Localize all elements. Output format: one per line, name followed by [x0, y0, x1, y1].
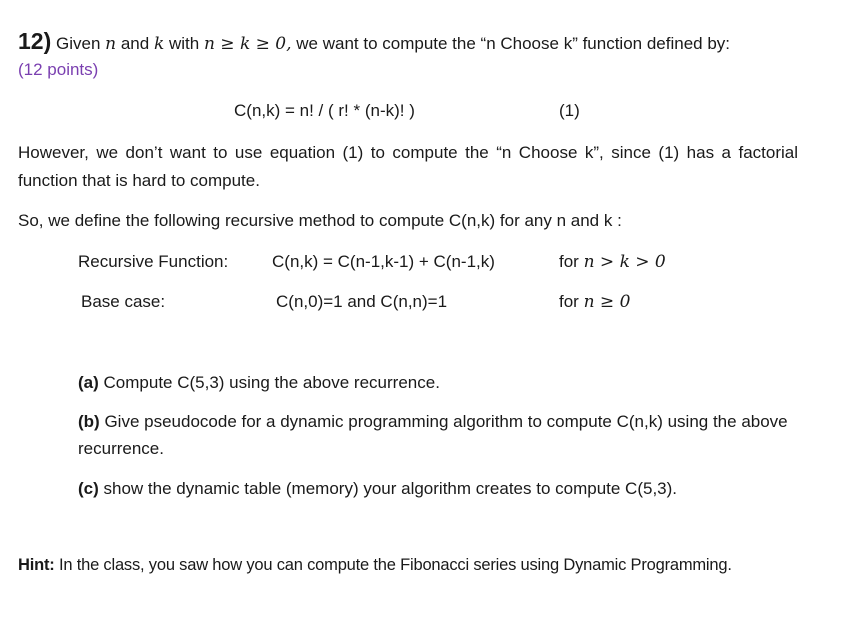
intro-condition: n ≥ k ≥ 0,	[203, 34, 292, 54]
base-condition	[559, 292, 630, 312]
part-a-label: (a)	[78, 373, 99, 392]
intro-k-variable: k	[153, 34, 165, 54]
part-a-text: Compute C(5,3) using the above recurrence.	[103, 373, 440, 392]
recursive-formula: C(n,k) = C(n-1,k-1) + C(n-1,k)	[272, 252, 495, 271]
hint	[18, 556, 732, 575]
part-c-label: (c)	[78, 479, 99, 498]
intro-with: with	[168, 34, 200, 53]
recursive-cond-expression: n > k > 0	[583, 252, 666, 272]
question-header	[18, 26, 730, 59]
part-c	[78, 475, 808, 502]
question-points: (12 points)	[18, 60, 99, 79]
base-cond-prefix: for	[559, 292, 579, 311]
hint-text: In the class, you saw how you can compute the Fibonacci series using Dynamic Programming.	[58, 556, 732, 574]
part-b	[78, 408, 808, 462]
intro-n-variable: n	[105, 34, 117, 54]
recursive-condition	[559, 252, 666, 272]
recursive-label: Recursive Function:	[78, 252, 229, 271]
base-formula: C(n,0)=1 and C(n,n)=1	[276, 292, 448, 311]
question-number: 12)	[18, 28, 52, 54]
part-b-label: (b)	[78, 412, 100, 431]
base-cond-expression: n ≥ 0	[583, 292, 631, 312]
intro-and: and	[120, 34, 150, 53]
base-label: Base case:	[81, 292, 166, 311]
part-b-text: Give pseudocode for a dynamic programming algorithm to compute C(n,k) using the above recurrence.	[78, 412, 788, 458]
part-a	[78, 369, 808, 396]
paragraph-factorial-note: However, we don’t want to use equation (1) to compute the “n Choose k”, since (1) has a factorial function that is hard to compute.	[18, 143, 798, 190]
part-c-text: show the dynamic table (memory) your algorithm creates to compute C(5,3).	[103, 479, 678, 498]
hint-label: Hint:	[18, 556, 55, 574]
intro-given: Given	[55, 34, 101, 53]
recursive-cond-prefix: for	[559, 252, 579, 271]
equation-number: (1)	[559, 101, 580, 120]
paragraph-recursive-intro: So, we define the following recursive method to compute C(n,k) for any n and k :	[18, 211, 622, 230]
equation-formula: C(n,k) = n! / ( r! * (n-k)! )	[234, 101, 415, 120]
intro-rest: we want to compute the “n Choose k” function defined by:	[296, 34, 731, 53]
